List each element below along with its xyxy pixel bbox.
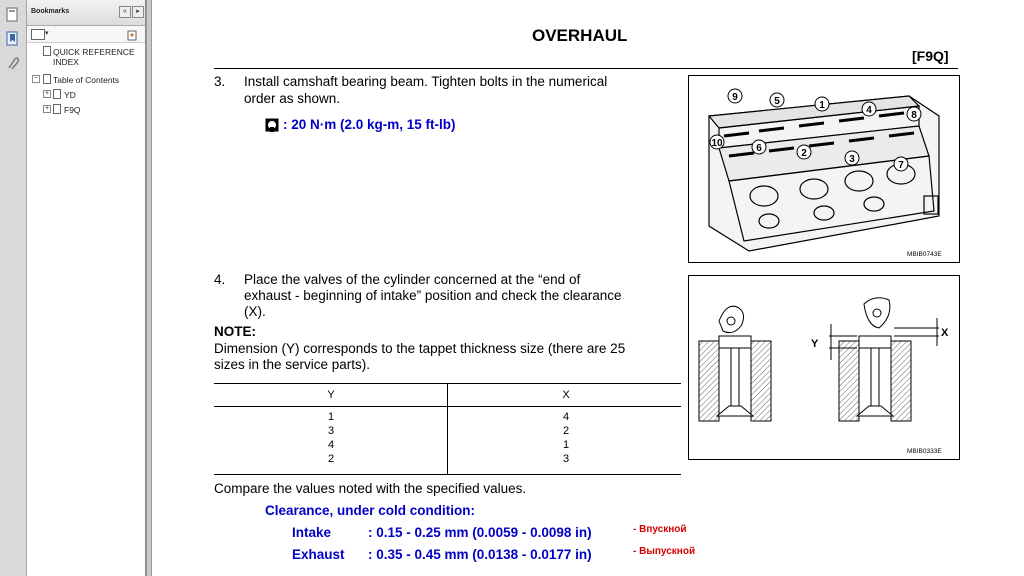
table-cell: 4 bbox=[562, 411, 570, 423]
table-cell: 3 bbox=[562, 453, 570, 465]
sidebar-item-table-of-contents[interactable] bbox=[53, 75, 119, 85]
sidebar-item-yd[interactable] bbox=[64, 90, 76, 100]
attachments-icon[interactable] bbox=[4, 55, 21, 72]
bolt-label: 10 bbox=[711, 138, 723, 149]
bolt-label: 7 bbox=[898, 160, 904, 171]
table-cell: 1 bbox=[562, 439, 570, 451]
expand-icon[interactable]: − bbox=[33, 75, 39, 82]
bookmarks-panel bbox=[27, 0, 146, 576]
step4-text-line3: (X). bbox=[244, 304, 266, 319]
bookmark-page-icon bbox=[53, 104, 61, 114]
navigation-toolbar bbox=[0, 0, 27, 576]
dimension-y-label: Y bbox=[811, 338, 819, 350]
clearance-title: Clearance, under cold condition: bbox=[265, 503, 476, 518]
intake-value: : 0.15 - 0.25 mm (0.0059 - 0.0098 in) bbox=[368, 525, 592, 540]
expand-bookmark-icon[interactable] bbox=[127, 28, 137, 39]
bolt-label: 3 bbox=[849, 154, 855, 165]
note-text-line2: sizes in the service parts). bbox=[214, 357, 371, 372]
exhaust-label: Exhaust bbox=[292, 547, 345, 562]
bolt-label: 9 bbox=[732, 92, 738, 103]
collapse-left-icon[interactable]: « bbox=[119, 6, 131, 18]
expand-icon[interactable]: + bbox=[44, 105, 50, 112]
table-cell: 3 bbox=[327, 425, 335, 437]
step4-text-line2: exhaust - beginning of intake” position and check the clearance bbox=[244, 288, 622, 303]
chevron-down-icon[interactable]: ▾ bbox=[45, 30, 49, 37]
document-page bbox=[152, 0, 1024, 576]
table-cell: 2 bbox=[562, 425, 570, 437]
exhaust-value: : 0.35 - 0.45 mm (0.0138 - 0.0177 in) bbox=[368, 547, 592, 562]
table-cell: 2 bbox=[327, 453, 335, 465]
figure-caption: MBIB0743E bbox=[907, 251, 942, 258]
valve-clearance-figure bbox=[688, 275, 960, 460]
step4-text-line1: Place the valves of the cylinder concerned at the “end of bbox=[244, 272, 581, 287]
valve-clearance-drawing bbox=[689, 276, 959, 459]
bookmarks-toolbar bbox=[27, 26, 145, 43]
compare-text: Compare the values noted with the specified values. bbox=[214, 481, 527, 496]
torque-wrench-icon bbox=[265, 118, 279, 132]
note-label: NOTE: bbox=[214, 324, 256, 339]
table-header-rule bbox=[214, 406, 681, 407]
table-cell: 4 bbox=[327, 439, 335, 451]
bolt-label: 8 bbox=[911, 110, 917, 121]
table-header-y: Y bbox=[327, 389, 335, 401]
bookmark-page-icon bbox=[53, 89, 61, 99]
table-header-x: X bbox=[562, 389, 570, 401]
bolt-label: 5 bbox=[774, 96, 780, 107]
engine-code: [F9Q] bbox=[912, 48, 949, 64]
torque-spec: : 20 N·m (2.0 kg-m, 15 ft-lb) bbox=[283, 117, 456, 132]
figure-caption: MBIB0333E bbox=[907, 448, 942, 455]
step3-text-line2: order as shown. bbox=[244, 91, 341, 106]
note-text-line1: Dimension (Y) corresponds to the tappet thickness size (there are 25 bbox=[214, 341, 626, 356]
title-rule bbox=[214, 68, 958, 69]
bookmarks-icon[interactable] bbox=[4, 30, 21, 47]
exhaust-note: - Выпускной bbox=[633, 546, 696, 557]
sidebar-item-f9q[interactable] bbox=[64, 105, 81, 115]
sidebar-item-label: YD bbox=[64, 90, 76, 100]
expand-icon[interactable]: + bbox=[44, 90, 50, 97]
bolt-label: 1 bbox=[819, 100, 825, 111]
bookmark-page-icon bbox=[43, 46, 51, 56]
bookmarks-panel-header bbox=[27, 0, 145, 26]
pages-icon[interactable] bbox=[4, 6, 21, 23]
intake-label: Intake bbox=[292, 525, 332, 540]
bolt-label: 6 bbox=[756, 143, 762, 154]
sidebar-item-label: Table of Contents bbox=[53, 75, 120, 85]
table-cell: 1 bbox=[327, 411, 335, 423]
page-title: OVERHAUL bbox=[532, 26, 628, 45]
sidebar-item-quick-reference[interactable] bbox=[53, 47, 137, 67]
camshaft-figure bbox=[688, 75, 960, 263]
close-panel-icon[interactable]: ▸ bbox=[132, 6, 144, 18]
clearance-order-table bbox=[214, 383, 681, 475]
bookmarks-title: Bookmarks bbox=[31, 8, 70, 15]
dimension-x-label: X bbox=[941, 327, 949, 339]
options-menu-icon[interactable] bbox=[31, 29, 45, 40]
step4-number: 4. bbox=[214, 272, 226, 287]
step3-text-line1: Install camshaft bearing beam. Tighten bolts in the numerical bbox=[244, 74, 608, 89]
step3-number: 3. bbox=[214, 74, 226, 89]
table-divider bbox=[447, 384, 448, 474]
bolt-label: 2 bbox=[801, 148, 807, 159]
sidebar-item-label: F9Q bbox=[64, 105, 81, 115]
intake-note: - Впускной bbox=[633, 524, 687, 535]
cylinder-head-drawing bbox=[689, 76, 959, 262]
sidebar-item-label: QUICK REFERENCE INDEX bbox=[53, 47, 135, 67]
bolt-label: 4 bbox=[866, 105, 872, 116]
bookmark-page-icon bbox=[43, 74, 51, 84]
